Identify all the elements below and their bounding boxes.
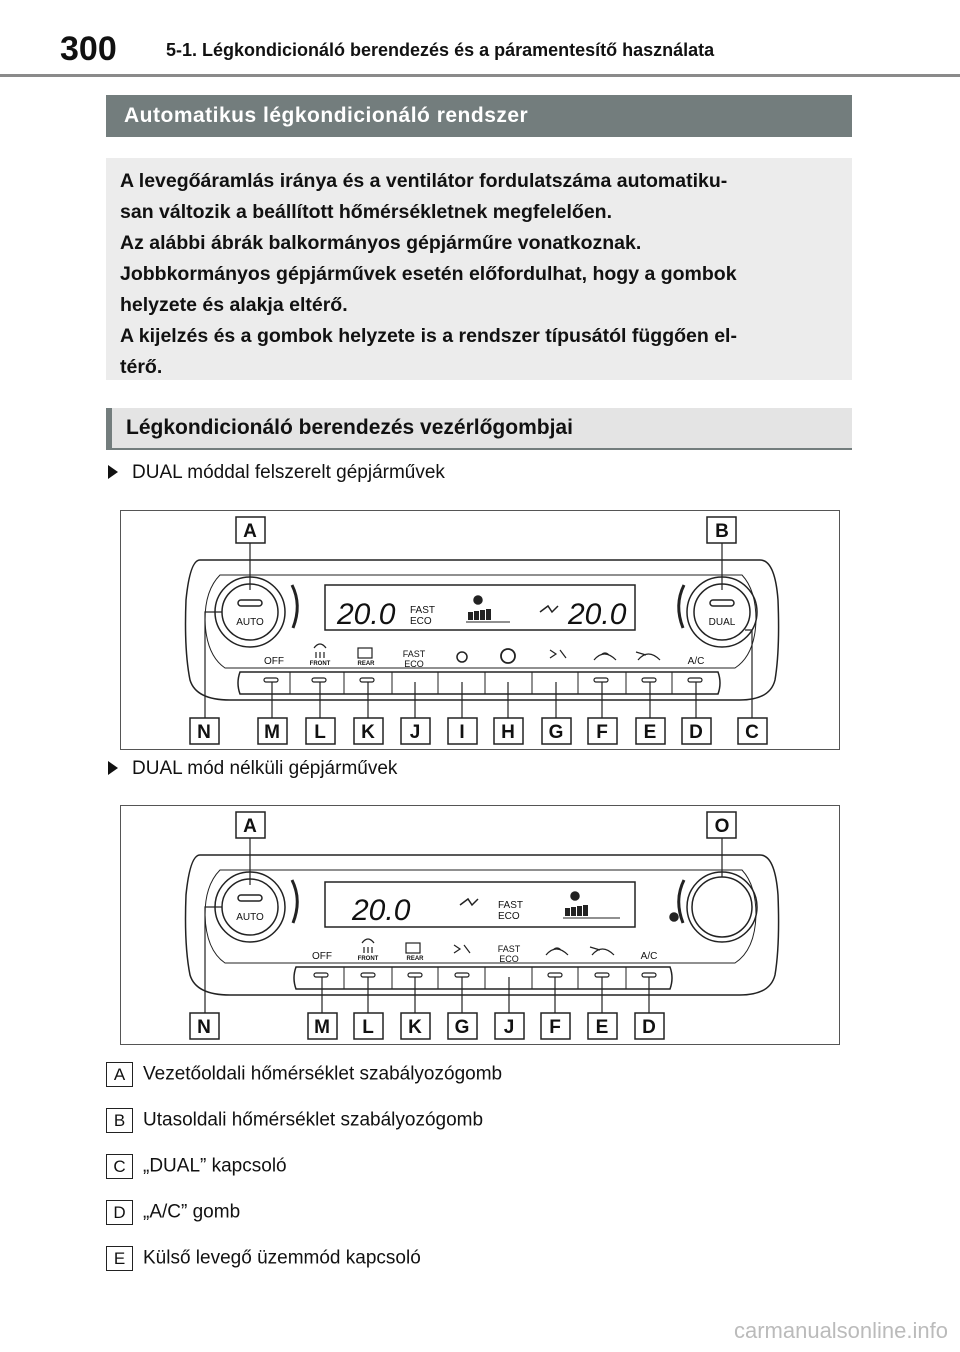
outside-air-icon [590, 947, 614, 955]
legend-item [106, 1062, 502, 1087]
fan-small-icon [571, 892, 579, 900]
leader-lines [205, 907, 649, 1013]
subsection-title: Légkondicionáló berendezés vezérlőgombjai [106, 408, 852, 450]
intro-line: san változik a beállított hőmérsékletnek megfelelően. [120, 201, 612, 223]
ac-label: A/C [640, 951, 658, 962]
running-header: 5-1. Légkondicionáló berendezés és a páramentesítő használata [166, 40, 715, 60]
intro-line: Jobbkormányos gépjárművek esetén előfordulhat, hogy a gombok [120, 263, 737, 285]
defrost-rear-icon [406, 943, 420, 953]
fan-icon [474, 596, 482, 604]
callout-L: L [362, 1017, 374, 1038]
ac-label: A/C [687, 656, 705, 667]
airflow-mode-icon [540, 606, 558, 612]
left-knob-indicator [238, 895, 262, 901]
left-arc-mark [292, 880, 297, 923]
intro-line: A kijelzés és a gombok helyzete is a rendszer típusától függően el- [120, 325, 737, 347]
right-arc-mark [679, 880, 684, 923]
callout-L: L [314, 722, 326, 743]
callout-C: C [745, 722, 759, 743]
left-knob[interactable] [222, 584, 278, 640]
legend-key: C [106, 1154, 133, 1179]
left-arc-mark [292, 585, 297, 628]
callout-K: K [408, 1017, 422, 1038]
callout-N: N [197, 1017, 211, 1038]
recirculation-icon [546, 948, 568, 955]
defrost-front-icon [314, 644, 326, 658]
intro-line: Az alábbi ábrák balkormányos gépjárműre vonatkoznak. [120, 232, 642, 254]
figure-dual-panel [120, 510, 840, 750]
callout-O: O [714, 816, 730, 837]
airflow-face-icon [550, 650, 566, 658]
page-number: 300 [60, 30, 117, 68]
button-strip [294, 967, 672, 989]
display-fast: FAST [498, 900, 524, 911]
button-fast: FAST [402, 649, 426, 659]
left-knob-indicator [238, 600, 262, 606]
auto-label: AUTO [236, 617, 264, 628]
callout-D: D [642, 1017, 656, 1038]
legend-key: B [106, 1108, 133, 1133]
intro-box [106, 158, 852, 380]
button-eco: ECO [499, 954, 519, 964]
header-rule [0, 74, 960, 77]
legend-text: Vezetőoldali hőmérséklet szabályozógomb [143, 1063, 503, 1085]
bullet-triangle-icon [108, 761, 118, 775]
callout-J: J [409, 722, 421, 743]
fan-bars-icon [468, 609, 491, 620]
off-label: OFF [312, 951, 332, 962]
callout-A: A [243, 816, 257, 837]
defrost-front-icon [362, 939, 374, 953]
front-label: FRONT [309, 661, 331, 667]
callout-M: M [264, 722, 280, 743]
bullet-dual [108, 462, 445, 484]
callout-G: G [454, 1017, 470, 1038]
legend-text: Külső levegő üzemmód kapcsoló [143, 1247, 421, 1269]
fan-icon [670, 913, 678, 921]
bottom-callout-boxes [190, 1013, 664, 1039]
fan-knob[interactable] [692, 877, 752, 937]
airflow-mode-icon [460, 899, 478, 905]
display-eco: ECO [498, 911, 520, 922]
temp-display: 20.0 [352, 894, 411, 927]
airflow-face-icon [454, 945, 470, 953]
callout-D: D [689, 722, 703, 743]
button-indicators [264, 678, 702, 682]
bullet-triangle-icon [108, 465, 118, 479]
display-eco: ECO [410, 616, 432, 627]
fan-bars-icon [565, 905, 588, 916]
recirculation-icon [594, 653, 616, 660]
legend-key: D [106, 1200, 133, 1225]
callout-B: B [715, 521, 729, 542]
passenger-temp: 20.0 [568, 598, 627, 631]
fan-high-icon [501, 649, 515, 663]
legend-text: „DUAL” kapcsoló [143, 1155, 287, 1177]
intro-line: helyzete és alakja eltérő. [120, 294, 348, 316]
callout-M: M [314, 1017, 330, 1038]
callout-E: E [643, 722, 657, 743]
legend-key: E [106, 1246, 133, 1271]
rear-label: REAR [406, 956, 424, 962]
defrost-rear-icon [358, 648, 372, 658]
callout-A: A [243, 521, 257, 542]
bullet-dual-text: DUAL móddal felszerelt gépjárművek [132, 462, 445, 483]
legend-item [106, 1108, 483, 1133]
legend-text: Utasoldali hőmérséklet szabályozógomb [143, 1109, 484, 1131]
outside-air-icon [636, 652, 660, 660]
legend-item [106, 1246, 421, 1271]
front-label: FRONT [357, 956, 379, 962]
section-title: Automatikus légkondicionáló rendszer [106, 95, 852, 137]
callout-F: F [596, 722, 608, 743]
right-arc-mark [679, 585, 684, 628]
callout-G: G [548, 722, 564, 743]
off-label: OFF [264, 656, 284, 667]
legend-item [106, 1154, 287, 1179]
panel-outline [186, 855, 779, 995]
callout-H: H [501, 722, 515, 743]
nodual-panel-diagram [121, 806, 839, 1044]
intro-line: A levegőáramlás iránya és a ventilátor fordulatszáma automatiku- [120, 170, 728, 192]
button-fast: FAST [497, 944, 521, 954]
left-knob[interactable] [222, 879, 278, 935]
button-eco: ECO [404, 659, 424, 669]
watermark: carmanualsonline.info [733, 1318, 948, 1343]
callout-F: F [549, 1017, 561, 1038]
fan-low-icon [457, 652, 467, 662]
fan-knob-ring [687, 872, 757, 942]
intro-line: térő. [120, 356, 163, 378]
callout-J: J [503, 1017, 515, 1038]
dual-panel-diagram [121, 511, 839, 749]
figure-nodual-panel [120, 805, 840, 1045]
display-fast: FAST [410, 605, 436, 616]
legend-key: A [106, 1062, 133, 1087]
callout-I: I [459, 722, 465, 743]
driver-temp: 20.0 [337, 598, 396, 631]
auto-label: AUTO [236, 912, 264, 923]
leader-lines [205, 612, 752, 718]
callout-E: E [595, 1017, 609, 1038]
right-knob[interactable] [694, 584, 750, 640]
legend-text: „A/C” gomb [143, 1201, 241, 1223]
button-strip [238, 672, 720, 694]
callout-K: K [361, 722, 375, 743]
bullet-nodual [108, 758, 397, 780]
legend-item [106, 1200, 240, 1225]
dual-label: DUAL [708, 617, 736, 628]
callout-N: N [197, 722, 211, 743]
right-knob-indicator [710, 600, 734, 606]
rear-label: REAR [357, 661, 375, 667]
bullet-nodual-text: DUAL mód nélküli gépjárművek [132, 758, 398, 779]
